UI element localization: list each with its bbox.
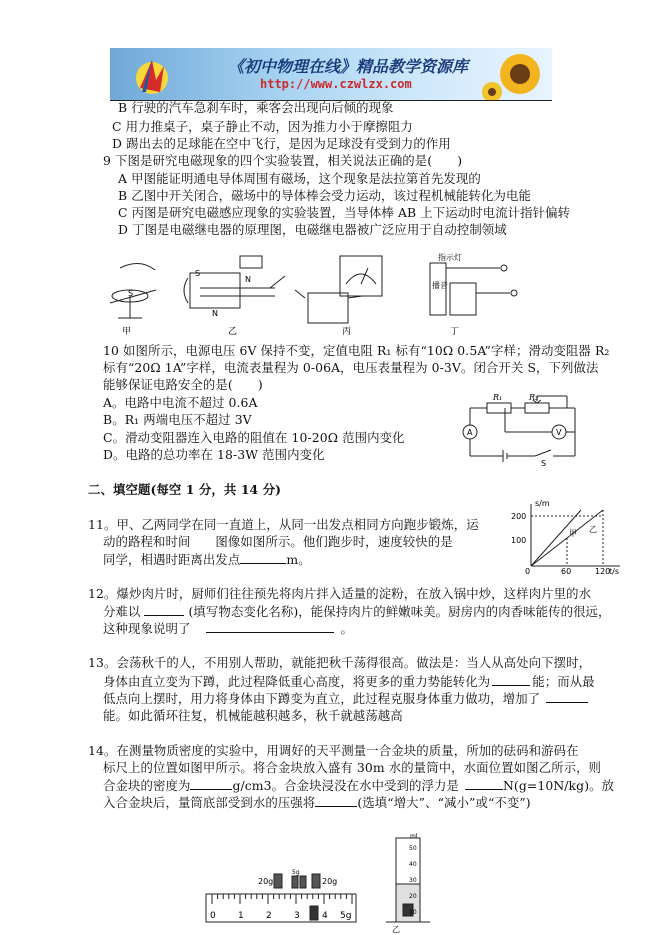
q8-option-c: C 用力推桌子，桌子静止不动，因为推力小于摩擦阻力	[112, 119, 413, 134]
q14-line-1: 14。在测量物质密度的实验中，用调好的天平测量一合金块的质量，所加的砝码和游码在	[88, 743, 579, 758]
q14-figures	[200, 830, 440, 934]
q9-stem: 9 下图是研究电磁现象的四个实验装置，相关说法正确的是( )	[103, 153, 463, 168]
q9-option-d: D 丁图是电磁继电器的原理图，电磁继电器被广泛应用于自动控制领域	[118, 222, 507, 237]
q10-option-b: B。R₁ 两端电压不超过 3V	[103, 412, 252, 427]
circuit-label-switch: S	[541, 459, 547, 468]
fig-text-s2: S	[195, 269, 201, 278]
graph-origin: 0	[525, 567, 531, 576]
q14-text-a: 合金块的密度为	[103, 778, 191, 793]
fig-text-n1: N	[212, 309, 218, 318]
q9-option-a: A 甲图能证明通电导体周围有磁场，这个现象是法拉第首先发现的	[118, 171, 481, 186]
fig-label-bing: 丙	[342, 327, 352, 337]
fig-label-yi-14: 乙	[392, 925, 400, 934]
cylinder-unit: ml	[410, 833, 418, 840]
q13-line-2	[103, 673, 595, 690]
q13-answer-blank-1[interactable]	[492, 673, 530, 686]
graph-y-tick-100: 100	[511, 536, 527, 545]
circuit-label-r1: R₁	[493, 393, 503, 402]
banner-title: 《初中物理在线》精品教学资源库	[228, 57, 469, 76]
q8-option-d: D 踢出去的足球能在空中飞行，是因为足球没有受到力的作用	[112, 136, 451, 151]
q14-text-e: (选填“增大”、“减小”或“不变”)	[357, 795, 531, 810]
q12-text-a: 分难以	[103, 604, 141, 619]
q10-stem-2: 标有“20Ω 1A”字样，电流表量程为 0-06A，电压表量程为 0-3V。闭合开关 S，下列做法	[103, 360, 599, 375]
q14-line-2: 标尺上的位置如图甲所示。将合金块放入盛有 30m 水的量筒中，水面位置如图乙所示，则	[103, 760, 602, 775]
q12-answer-blank-2[interactable]	[206, 620, 334, 633]
sunflower-icon	[472, 48, 552, 100]
fig-label-yi: 乙	[228, 327, 238, 337]
q10-stem-3: 能够保证电路安全的是( )	[103, 377, 263, 392]
q9-option-b: B 乙图中开关闭合，磁场中的导体棒会受力运动，该过程机械能转化为电能	[118, 188, 531, 203]
banner-url: http://www.czwlzx.com	[260, 77, 412, 91]
fig-text-s1: S	[128, 289, 134, 298]
graph-line-yi: 乙	[589, 525, 597, 534]
scale-tick-4: 4	[322, 911, 328, 921]
q14-text-c: N(g=10N/kg)。放	[502, 778, 615, 793]
q13-text-b: 能；而从最	[532, 674, 595, 689]
graph-y-label: s/m	[535, 499, 550, 508]
q13-answer-blank-2[interactable]	[546, 690, 588, 703]
scale-tick-3: 3	[294, 911, 300, 921]
q9-option-c: C 丙图是研究电磁感应现象的实验装置，当导体棒 AB 上下运动时电流计指针偏转	[118, 205, 571, 220]
q12-text-c: 这种现象说明了	[103, 621, 191, 636]
q13-line-1: 13。会荡秋千的人，不用别人帮助，就能把秋千荡得很高。做法是：当人从高处向下摆时，	[88, 655, 592, 670]
q11-answer-blank[interactable]	[240, 551, 286, 564]
circuit-label-r2: R₂	[529, 393, 539, 402]
q14-answer-blank-3[interactable]	[315, 794, 357, 807]
q12-line-1: 12。爆炒肉片时，厨师们往往预先将肉片拌入适量的淀粉，在放入锅中炒，这样肉片里的水	[88, 586, 592, 601]
logo-icon	[130, 52, 174, 96]
q12-text-d: 。	[340, 621, 353, 636]
q11-graph	[505, 496, 625, 576]
q9-figures	[100, 248, 520, 338]
graph-x-label: t/s	[609, 567, 619, 576]
q11-text-b: m。	[286, 552, 311, 567]
q11-line-2: 动的路程和时间 图像如图所示。他们跑步时，速度较快的是	[103, 534, 453, 549]
graph-y-tick-200: 200	[511, 512, 527, 521]
cylinder-mark-30: 30	[409, 877, 417, 884]
q14-text-d: 入合金块后，量筒底部受到水的压强将	[103, 795, 316, 810]
q10-option-c: C。滑动变阻器连入电路的阻值在 10-20Ω 范围内变化	[103, 430, 405, 445]
q11-line-1: 11。甲、乙两同学在同一直道上，从同一出发点相同方向跑步锻炼，运	[88, 517, 479, 532]
scale-tick-1: 1	[238, 911, 244, 921]
fig-label-jia: 甲	[122, 327, 132, 337]
q10-option-a: A。电路中电流不超过 0.6A	[103, 395, 258, 410]
q13-text-c: 低点向上摆时，用力将身体由下蹲变为直立，此过程克服身体重力做功，增加了	[103, 691, 541, 706]
q14-line-4	[103, 794, 531, 811]
q10-option-d: D。电路的总功率在 18-3W 范围内变化	[103, 447, 325, 462]
fig-text-n2: N	[245, 275, 251, 284]
graph-line-jia: 甲	[569, 529, 577, 538]
graph-x-tick-120: 120	[595, 567, 611, 576]
graph-x-tick-60: 60	[561, 567, 572, 576]
scale-tick-2: 2	[266, 911, 272, 921]
circuit-label-voltmeter: V	[556, 428, 562, 437]
section-2-title: 二、填空题(每空 1 分，共 14 分)	[88, 482, 282, 497]
circuit-label-ammeter: A	[467, 428, 473, 437]
q12-line-2	[103, 603, 611, 620]
q11-line-3	[103, 551, 311, 568]
q11-text-a: 同学，相遇时距离出发点	[103, 552, 241, 567]
scale-tick-5g: 5g	[340, 911, 352, 921]
fig-text-lamp: 指示灯	[438, 253, 462, 262]
q13-line-4: 能。如此循环往复，机械能越积越多，秋千就越荡越高	[103, 708, 403, 723]
q13-line-3	[103, 690, 588, 707]
q10-stem-1: 10 如图所示，电源电压 6V 保持不变，定值电阻 R₁ 标有“10Ω 0.5A”字样；滑动变阻器 R₂	[103, 343, 610, 358]
scale-tick-0: 0	[210, 911, 216, 921]
cylinder-mark-20: 20	[409, 893, 417, 900]
q14-text-b: g/cm3。合金块浸没在水中受到的浮力是	[232, 778, 459, 793]
q13-text-a: 身体由直立变为下蹲，此过程降低重心高度，将更多的重力势能转化为	[103, 674, 491, 689]
cylinder-mark-10: 10	[409, 909, 417, 916]
q8-option-b: B 行驶的汽车急刹车时，乘客会出现向后倾的现象	[118, 100, 394, 115]
q14-line-3	[103, 777, 614, 794]
cylinder-mark-40: 40	[409, 861, 417, 868]
fig-text-speaker: 播音	[432, 281, 448, 290]
q14-answer-blank-2[interactable]	[465, 777, 503, 790]
q12-text-b: (填写物态变化名称)，能保持肉片的鲜嫩味美。厨房内的肉香味能传的很远，	[188, 604, 611, 619]
q12-line-3	[103, 620, 353, 637]
weight-20g-left: 20g	[258, 877, 274, 886]
q12-answer-blank-1[interactable]	[144, 603, 184, 616]
header-banner	[110, 48, 552, 100]
q10-circuit-diagram	[455, 388, 595, 468]
weight-5g: 5g	[292, 869, 300, 876]
q14-answer-blank-1[interactable]	[190, 777, 232, 790]
weight-20g-right: 20g	[322, 877, 338, 886]
fig-label-ding: 丁	[450, 327, 460, 337]
cylinder-mark-50: 50	[409, 845, 417, 852]
